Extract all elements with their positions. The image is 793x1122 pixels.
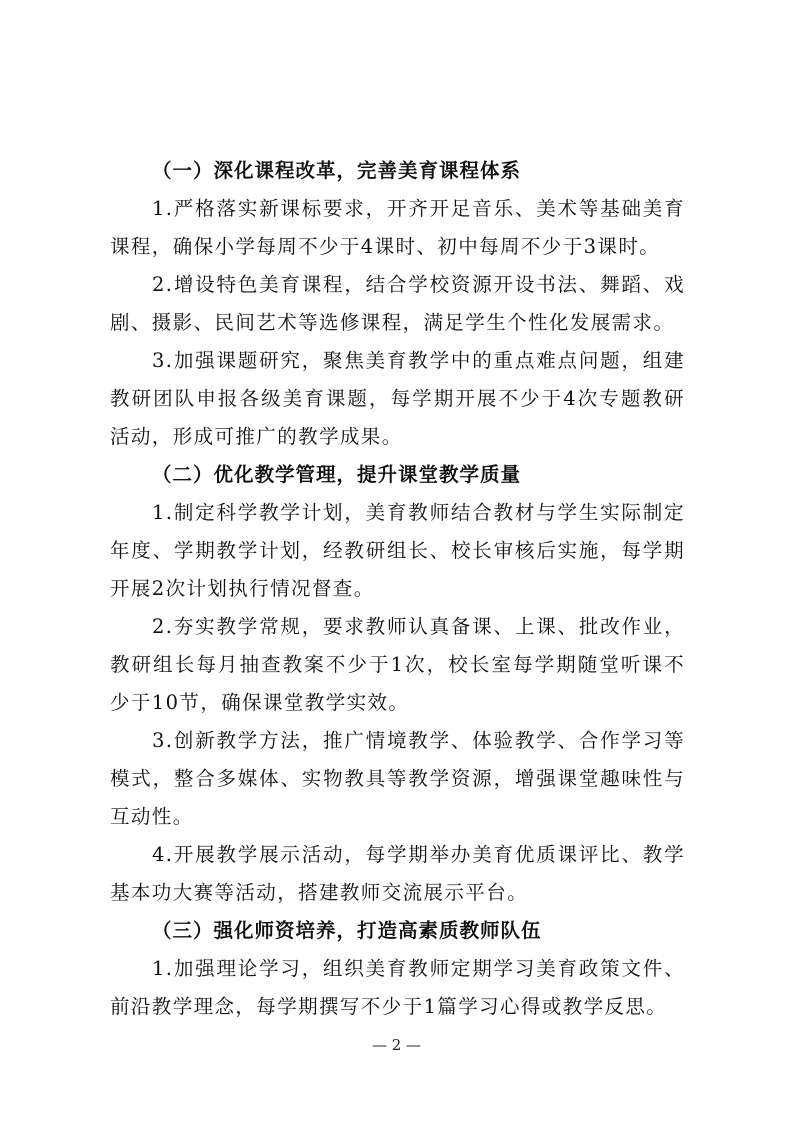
paragraph: 1.制定科学教学计划，美育教师结合教材与学生实际制定年度、学期教学计划，经教研组长、校长审核后实施，每学期开展2次计划执行情况督查。 xyxy=(110,501,685,600)
paragraph: 1.加强理论学习，组织美育教师定期学习美育政策文件、前沿教学理念，每学期撰写不少于1篇学习心得或教学反思。 xyxy=(110,957,685,1018)
paragraph: 4.开展教学展示活动，每学期举办美育优质课评比、教学基本功大赛等活动，搭建教师交流展示平台。 xyxy=(110,843,685,904)
document-body xyxy=(110,152,685,1026)
paragraph: 2.增设特色美育课程，结合学校资源开设书法、舞蹈、戏剧、摄影、民间艺术等选修课程，满足学生个性化发展需求。 xyxy=(110,273,685,334)
section-heading: （三）强化师资培养，打造高素质教师队伍 xyxy=(152,919,542,942)
page-number: — 2 — xyxy=(371,1036,422,1054)
paragraph: 1.严格落实新课标要求，开齐开足音乐、美术等基础美育课程，确保小学每周不少于4课时、初中每周不少于3课时。 xyxy=(110,197,685,258)
paragraph: 3.创新教学方法，推广情境教学、体验教学、合作学习等模式，整合多媒体、实物教具等教学资源，增强课堂趣味性与互动性。 xyxy=(110,729,685,828)
section-2 xyxy=(110,456,685,912)
section-1 xyxy=(110,152,685,456)
paragraph: 3.加强课题研究，聚焦美育教学中的重点难点问题，组建教研团队申报各级美育课题，每学期开展不少于4次专题教研活动，形成可推广的教学成果。 xyxy=(110,349,685,448)
section-heading: （二）优化教学管理，提升课堂教学质量 xyxy=(152,463,522,486)
paragraph: 2.夯实教学常规，要求教师认真备课、上课、批改作业，教研组长每月抽查教案不少于1次，校长室每学期随堂听课不少于10节，确保课堂教学实效。 xyxy=(110,615,685,714)
section-3 xyxy=(110,912,685,1026)
section-heading: （一）深化课程改革，完善美育课程体系 xyxy=(152,159,522,182)
